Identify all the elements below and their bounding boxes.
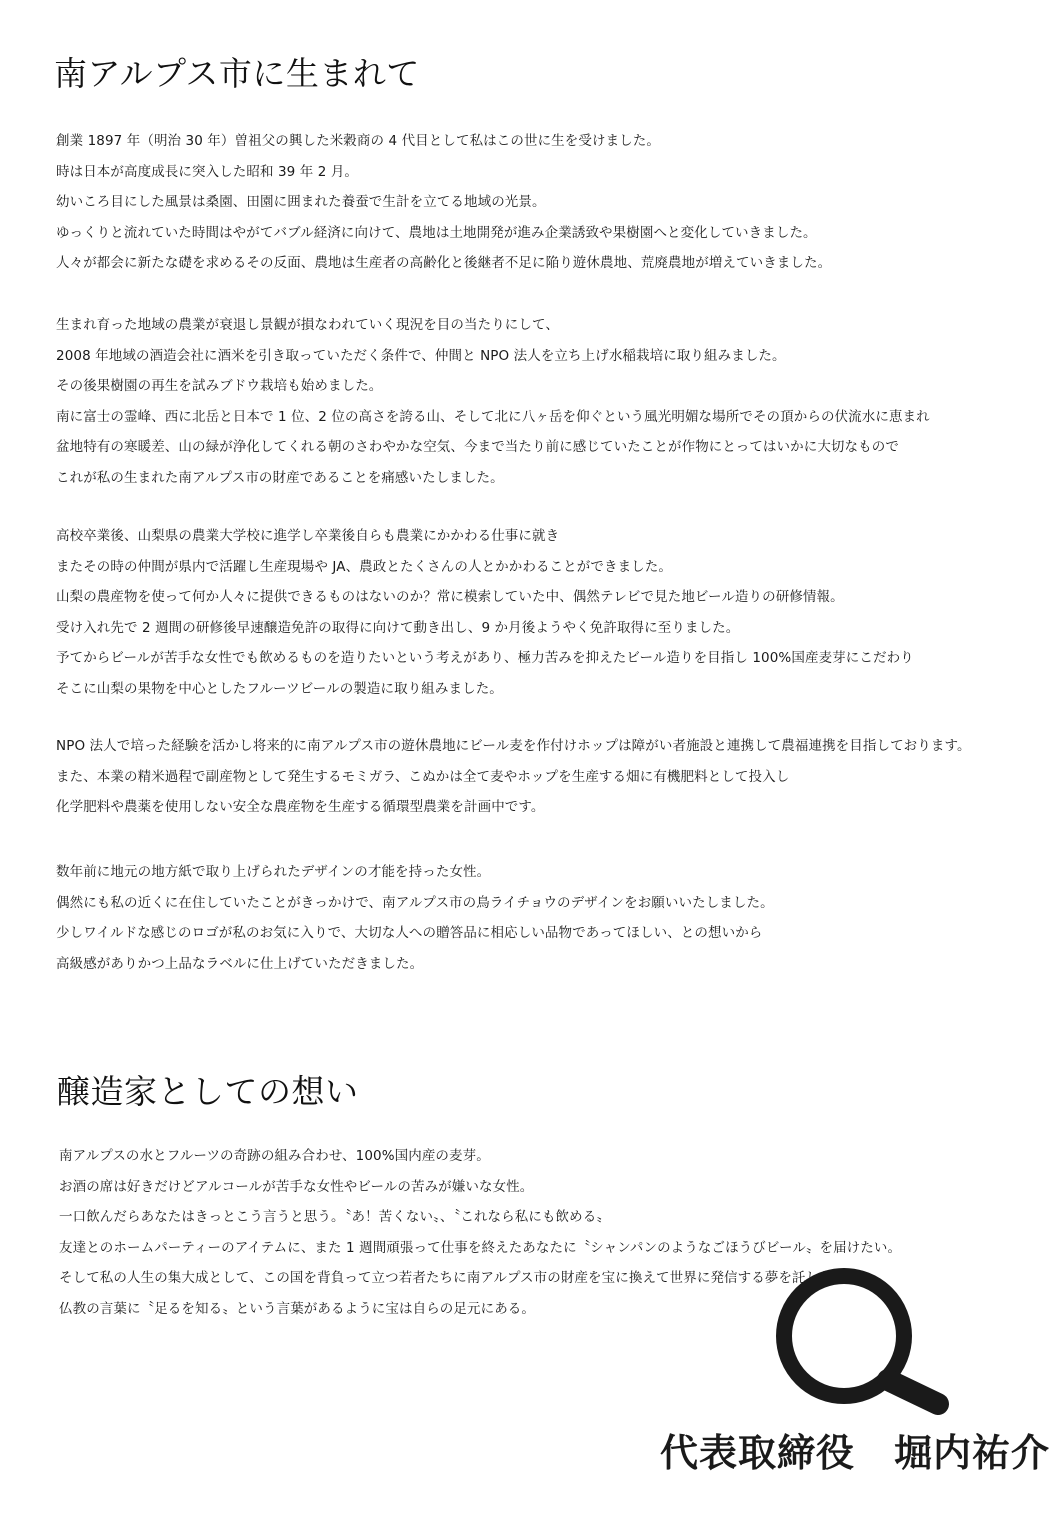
text-line: 受け入れ先で 2 週間の研修後早速醸造免許の取得に向けて動き出し、9 か月後ようやく免許取得に至りました。: [56, 619, 740, 636]
text-line: その後果樹園の再生を試みブドウ栽培も始めました。: [56, 378, 383, 394]
text-line: 盆地特有の寒暖差、山の緑が浄化してくれる朝のさわやかな空気、今まで当たり前に感じていたことが作物にとってはいかに大切なもので: [56, 439, 899, 455]
text-line: 仏教の言葉に〝足るを知る〟という言葉があるように宝は自らの足元にある。: [59, 1300, 535, 1317]
text-line: 一口飲んだらあなたはきっとこう言うと思う。〝あ！苦くない〟、〝これなら私にも飲める〟: [59, 1209, 610, 1225]
paragraph-brewing-start: [56, 521, 914, 704]
text-line: そこに山梨の果物を中心としたフルーツビールの製造に取り組みました。: [56, 680, 503, 697]
text-line: ゆっくりと流れていた時間はやがてバブル経済に向けて、農地は土地開発が進み企業誘致や果樹園へと変化していきました。: [56, 224, 817, 241]
text-line: 高校卒業後、山梨県の農業大学校に進学し卒業後自らも農業にかかわる仕事に就き: [56, 528, 560, 544]
text-line: 人々が都会に新たな礎を求めるその反面、農地は生産者の高齢化と後継者不足に陥り遊休農地、荒廃農地が増えていきました。: [56, 255, 832, 271]
magnifier-icon: [770, 1262, 970, 1422]
text-line: 予てからビールが苦手な女性でも飲めるものを造りたいという考えがあり、極力苦みを抑えたビール造りを目指し 100%国産麦芽にこだわり: [56, 650, 914, 666]
paragraph-agriculture: [56, 310, 930, 493]
section-title-origin: 南アルプス市に生まれて: [54, 54, 420, 93]
text-line: またその時の仲間が県内で活躍し生産現場や JA、農政とたくさんの人とかかわることができました。: [56, 558, 672, 575]
text-line: 時は日本が高度成長に突入した昭和 39 年 2 月。: [56, 163, 359, 180]
signature-representative: 代表取締役 堀内祐介: [660, 1431, 1051, 1475]
section-title-brewer-thoughts: 醸造家としての想い: [57, 1072, 359, 1111]
paragraph-label-design: [56, 857, 774, 979]
text-line: 南アルプスの水とフルーツの奇跡の組み合わせ、100%国内産の麦芽。: [59, 1148, 490, 1164]
text-line: 数年前に地元の地方紙で取り上げられたデザインの才能を持った女性。: [56, 864, 491, 880]
text-line: 山梨の農産物を使って何か人々に提供できるものはないのか？常に模索していた中、偶然テレビで見た地ビール造りの研修情報。: [56, 589, 844, 605]
text-line: 幼いころ目にした風景は桑園、田園に囲まれた養蚕で生計を立てる地域の光景。: [56, 194, 546, 210]
text-line: 生まれ育った地域の農業が衰退し景観が損なわれていく現況を目の当たりにして、: [56, 317, 559, 333]
text-line: 南に富士の霊峰、西に北岳と日本で 1 位、2 位の高さを誇る山、そして北に八ヶ岳を仰ぐという風光明媚な場所でその頂からの伏流水に恵まれ: [56, 408, 930, 425]
text-line: 少しワイルドな感じのロゴが私のお気に入りで、大切な人への贈答品に相応しい品物であってほしい、との想いから: [56, 925, 763, 941]
text-line: お酒の席は好きだけどアルコールが苦手な女性やビールの苦みが嫌いな女性。: [59, 1178, 534, 1195]
paragraph-future-plans: [56, 731, 971, 823]
text-line: また、本業の精米過程で副産物として発生するモミガラ、こぬかは全て麦やホップを生産する畑に有機肥料として投入し: [56, 768, 790, 785]
text-line: 高級感がありかつ上品なラベルに仕上げていただきました。: [56, 955, 424, 972]
text-line: NPO 法人で培った経験を活かし将来的に南アルプス市の遊休農地にビール麦を作付けホップは障がい者施設と連携して農福連携を目指しております。: [56, 738, 971, 754]
text-line: 偶然にも私の近くに在住していたことがきっかけで、南アルプス市の鳥ライチョウのデザインをお願いいたしました。: [56, 894, 774, 911]
paragraph-founding: [56, 126, 831, 279]
text-line: 創業 1897 年（明治 30 年）曽祖父の興した米穀商の 4 代目として私はこの世に生を受けました。: [56, 133, 660, 149]
text-line: 2008 年地域の酒造会社に酒米を引き取っていただく条件で、仲間と NPO 法人を立ち上げ水稲栽培に取り組みました。: [56, 347, 786, 364]
text-line: そして私の人生の集大成として、この国を背負って立つ若者たちに南アルプス市の財産を宝に換えて世界に発信する夢を託したい。: [59, 1270, 861, 1286]
text-line: これが私の生まれた南アルプス市の財産であることを痛感いたしました。: [56, 469, 504, 486]
text-line: 友達とのホームパーティーのアイテムに、また 1 週間頑張って仕事を終えたあなたに〝シャンパンのようなごほうびビール〟を届けたい。: [59, 1239, 902, 1256]
text-line: 化学肥料や農薬を使用しない安全な農産物を生産する循環型農業を計画中です。: [56, 799, 545, 815]
